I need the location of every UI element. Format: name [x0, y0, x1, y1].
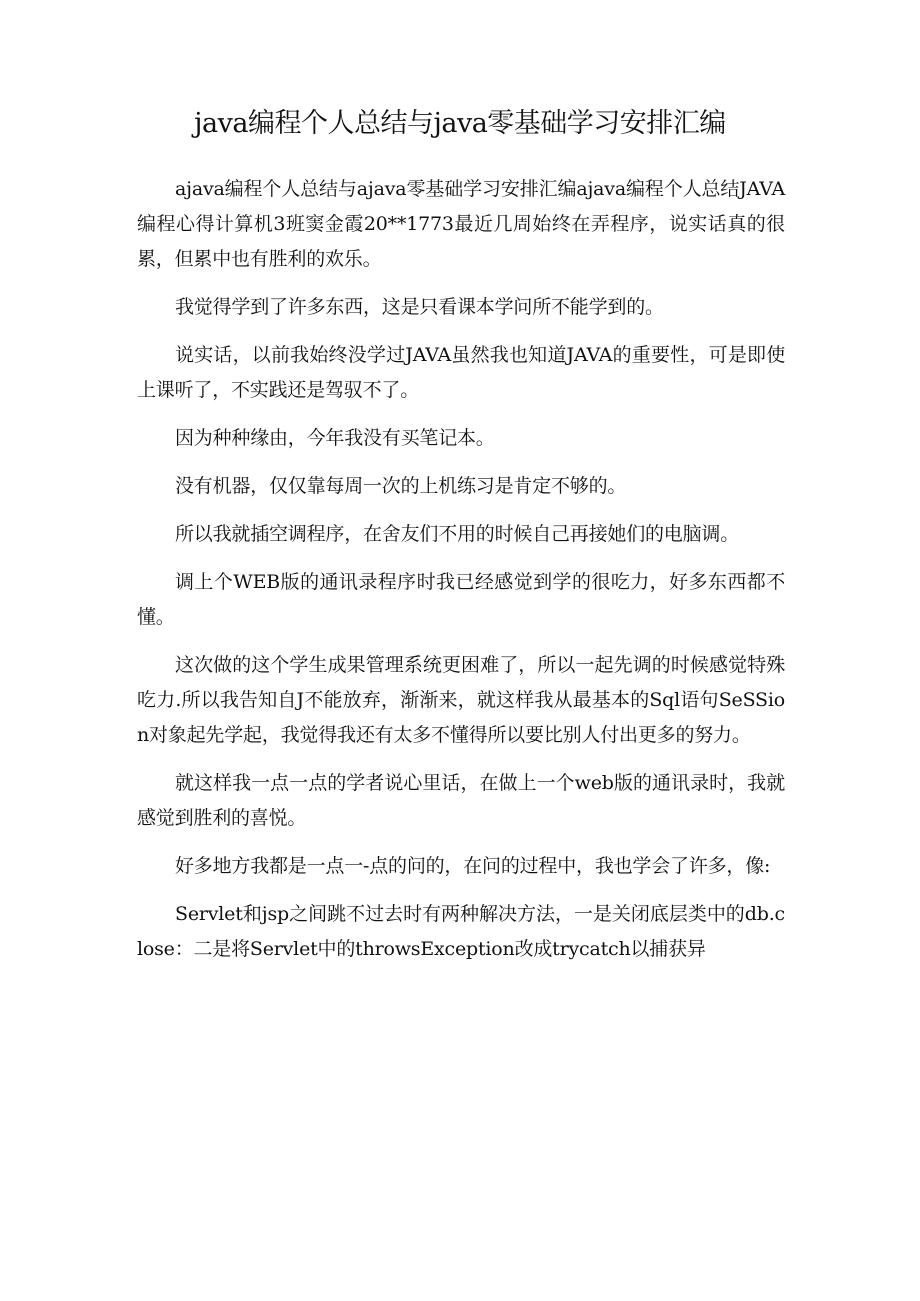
document-body	[137, 172, 785, 980]
document-title: java编程个人总结与java零基础学习安排汇编	[194, 108, 726, 139]
paragraph: 因为种种缘由，今年我没有买笔记本。	[175, 427, 495, 449]
paragraph: 调上个WEB版的通讯录程序时我已经感觉到学的很吃力，好多东西都不懂。	[137, 571, 785, 628]
paragraph: 这次做的这个学生成果管理系统更困难了，所以一起先调的时候感觉特殊吃力.所以我告知自J不能放弃，渐渐来，就这样我从最基本的Sql语句SeSSion对象起先学起，我觉得我还有太多不懂得所以要比别人付出更多的努力。	[137, 654, 785, 746]
paragraph: 我觉得学到了许多东西，这是只看课本学问所不能学到的。	[175, 296, 664, 318]
paragraph: 没有机器，仅仅靠每周一次的上机练习是肯定不够的。	[175, 475, 627, 497]
paragraph: 好多地方我都是一点一-点的问的，在问的过程中，我也学会了许多，像:	[175, 855, 771, 877]
paragraph: Servlet和jsp之间跳不过去时有两种解决方法，一是关闭底层类中的db.close：二是将Servlet中的throwsException改成trycatch以捕获异	[137, 903, 785, 960]
paragraph: 所以我就插空调程序，在舍友们不用的时候自己再接她们的电脑调。	[175, 523, 740, 545]
paragraph: ajava编程个人总结与ajava零基础学习安排汇编ajava编程个人总结JAVA编程心得计算机3班窦金霞20**1773最近几周始终在弄程序，说实话真的很累，但累中也有胜利的欢乐。	[137, 178, 785, 270]
paragraph: 说实话，以前我始终没学过JAVA虽然我也知道JAVA的重要性，可是即使上课听了，不实践还是驾驭不了。	[137, 344, 785, 401]
paragraph: 就这样我一点一点的学者说心里话，在做上一个web版的通讯录时，我就感觉到胜利的喜悦。	[137, 772, 785, 829]
